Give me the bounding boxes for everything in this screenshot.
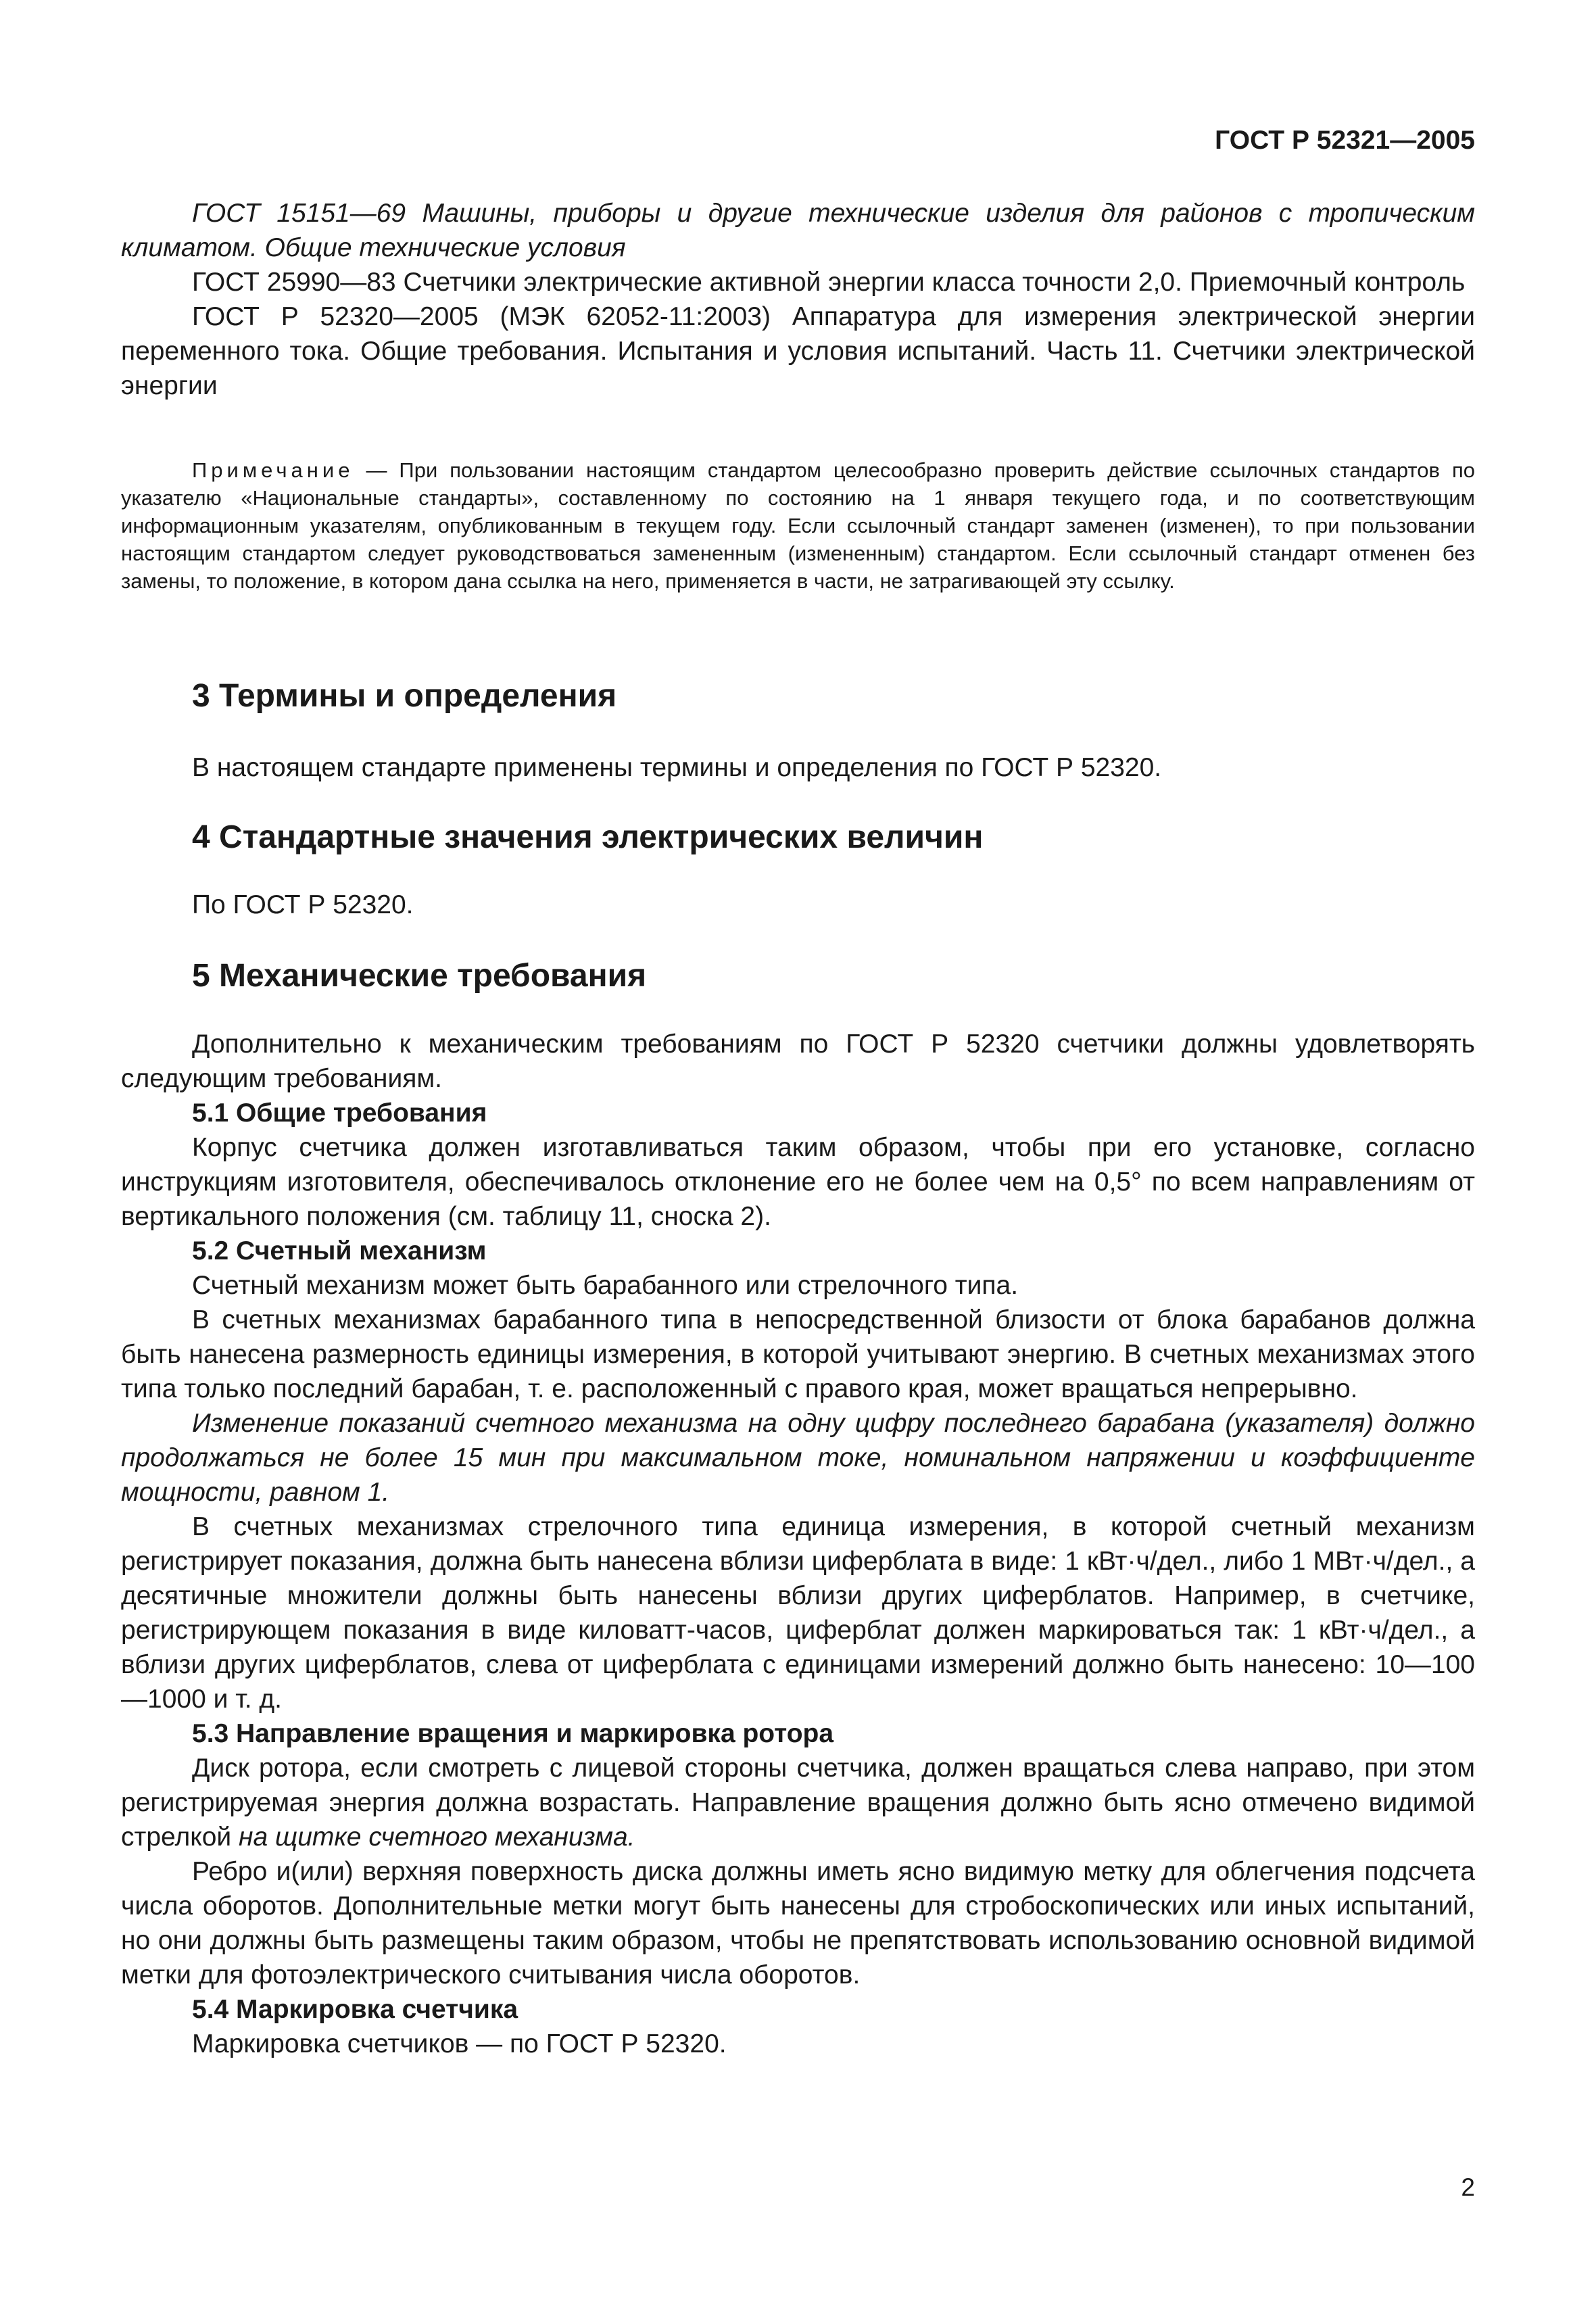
reference-title: (МЭК 62052-11:2003) Аппаратура для измерения электрической энергии переменного тока. Общие требования. Испытания и условия испытаний. Часть 11. Счетчики электрической энергии <box>121 302 1475 400</box>
subsection-5-2-paragraph: В счетных механизмах стрелочного типа единица измерения, в которой счетный механизм регистрирует показания, должна быть нанесена вблизи циферблата в виде: 1 кВт·ч/дел., либо 1 МВт·ч/дел., а десятичные множители должны быть нанесены вблизи других циферблатов. Например, в счетчике, регистрирующем показания в виде киловатт-часов, циферблат должен маркироваться так: 1 кВт·ч/дел., а вблизи других циферблатов, слева от циферблата с единицами измерений должно быть нанесено: 10—100—1000 и т. д. <box>121 1512 1475 1714</box>
page-number: 2 <box>1461 2173 1475 2201</box>
subsection-5-3-paragraph: Ребро и(или) верхняя поверхность диска должны иметь ясно видимую метку для облегчения подсчета числа оборотов. Дополнительные метки могут быть нанесены для стробоскопических или иных испытаний, но они должны быть размещены таким образом, чтобы не препятствовать использованию основной видимой метки для фотоэлектрического считывания числа оборотов. <box>121 1857 1475 1989</box>
subsection-5-1-text: Корпус счетчика должен изготавливаться таким образом, чтобы при его установке, согласно инструкциям изготовителя, обеспечивалось отклонение его не более чем на 0,5° по всем направлениям от вертикального положения (см. таблицу 11, сноска 2). <box>121 1133 1475 1231</box>
subsection-5-3-title: 5.3 Направление вращения и маркировка ротора <box>192 1719 834 1748</box>
section-4-heading: 4 Стандартные значения электрических величин <box>192 819 984 855</box>
section-3-body <box>121 750 1475 785</box>
subsection-5-2-paragraph: Счетный механизм может быть барабанного или стрелочного типа. <box>192 1271 1019 1300</box>
subsection-5-3-paragraph <box>121 1751 1475 1854</box>
section-4-text: По ГОСТ Р 52320. <box>192 890 414 919</box>
reference-title: Счетчики электрические активной энергии класса точности 2,0. Приемочный контроль <box>403 268 1466 297</box>
section-3-text: В настоящем стандарте применены термины и определения по ГОСТ Р 52320. <box>192 753 1162 782</box>
section-3-heading: 3 Термины и определения <box>192 678 617 714</box>
reference-id: ГОСТ Р 52320—2005 <box>192 302 479 331</box>
note-label: Примечание <box>192 458 354 482</box>
subsection-5-3-italic-text: на щитке счетного механизма. <box>239 1823 635 1852</box>
subsection-5-4-text: Маркировка счетчиков — по ГОСТ Р 52320. <box>192 2029 727 2058</box>
reference-item <box>121 299 1475 403</box>
subsection-5-2-title: 5.2 Счетный механизм <box>192 1236 487 1265</box>
note-text: — При пользовании настоящим стандартом целесообразно проверить действие ссылочных стандартов по указателю «Национальные стандарты», составленному по состоянию на 1 января текущего года, и по соответствующим информационным указателям, опубликованным в текущем году. Если ссылочный стандарт заменен (изменен), то при пользовании настоящим стандартом следует руководствоваться замененным (измененным) стандартом. Если ссылочный стандарт отменен без замены, то положение, в котором дана ссылка на него, применяется в части, не затрагивающей эту ссылку. <box>121 458 1475 593</box>
reference-id: ГОСТ 25990—83 <box>192 268 396 297</box>
document-code-header: ГОСТ Р 52321—2005 <box>1215 126 1475 155</box>
references-list <box>121 196 1475 403</box>
reference-note <box>121 456 1475 595</box>
subsection-5-3-text: Диск ротора, если смотреть с лицевой стороны счетчика, должен вращаться слева направо, при этом регистрируемая энергия должна возрастать. Направление вращения должно быть ясно отмечено видимой стрелкой <box>121 1754 1475 1852</box>
section-5-intro: Дополнительно к механическим требованиям по ГОСТ Р 52320 счетчики должны удовлетворять следующим требованиям. <box>121 1030 1475 1093</box>
reference-title: Машины, приборы и другие технические изделия для районов с тропическим климатом. Общие технические условия <box>121 199 1475 262</box>
subsection-5-4-title: 5.4 Маркировка счетчика <box>192 1995 518 2024</box>
subsection-5-2-italic-paragraph: Изменение показаний счетного механизма на одну цифру последнего барабана (указателя) должно продолжаться не более 15 мин при максимальном токе, номинальном напряжении и коэффициенте мощности, равном 1. <box>121 1409 1475 1507</box>
reference-item <box>121 196 1475 265</box>
section-5-body <box>121 1027 1475 2061</box>
reference-id: ГОСТ 15151—69 <box>192 199 406 228</box>
subsection-5-2-paragraph: В счетных механизмах барабанного типа в непосредственной близости от блока барабанов должна быть нанесена размерность единицы измерения, в которой учитывают энергию. В счетных механизмах этого типа только последний барабан, т. е. расположенный с правого края, может вращаться непрерывно. <box>121 1305 1475 1403</box>
subsection-5-1-title: 5.1 Общие требования <box>192 1099 487 1128</box>
reference-item <box>121 265 1475 299</box>
section-4-body <box>121 888 1475 922</box>
section-5-heading: 5 Механические требования <box>192 958 647 994</box>
